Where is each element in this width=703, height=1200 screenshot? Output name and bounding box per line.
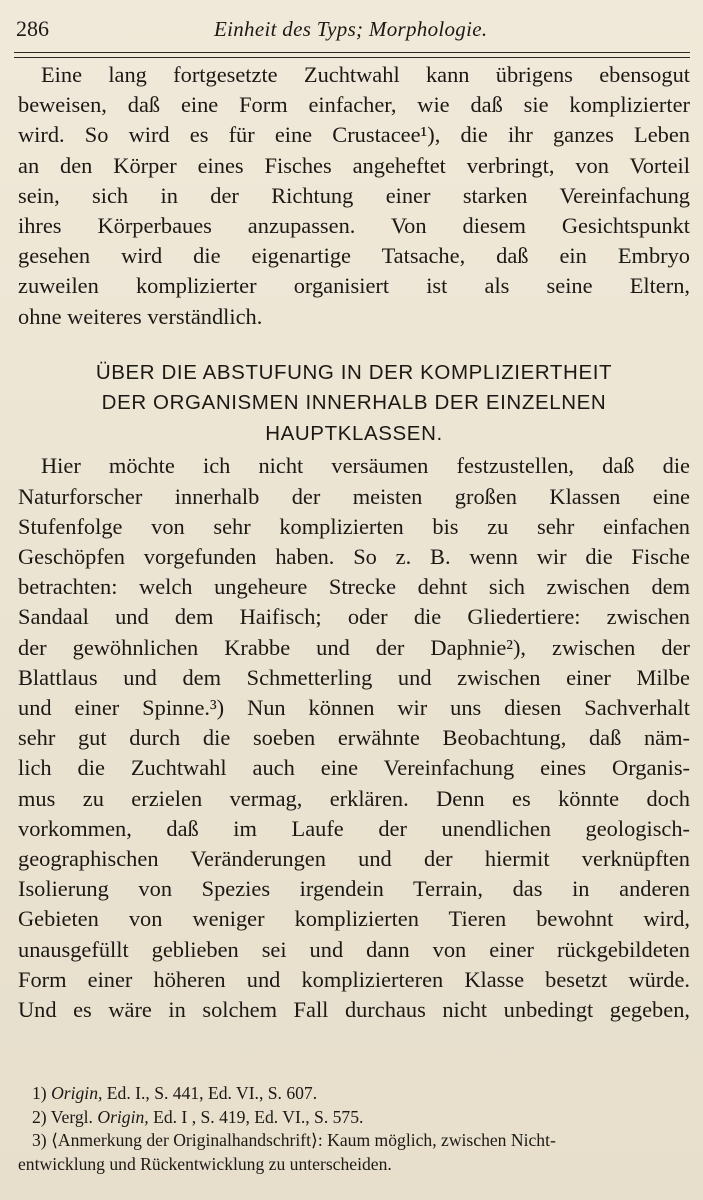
section-heading [18,358,690,450]
footnote-2 [18,1106,690,1130]
header-rule-bottom [14,57,690,58]
text-line: Geschöpfen vorgefunden haben. So z. B. wenn wir die Fische [18,543,690,569]
footnote-3 [18,1129,690,1153]
text-line: unausgefüllt geblieben sei und dann von einer rückgebildeten [18,936,690,962]
text-line: lich die Zuchtwahl auch eine Vereinfachung eines Organis- [18,755,690,781]
text-line: und einer Spinne.³) Nun können wir uns diesen Sachverhalt [18,694,690,720]
text-line: sein, sich in der Richtung einer starken Vereinfachung [18,182,690,208]
text-line: zuweilen komplizierter organisiert ist als seine Eltern, [18,273,690,299]
footnote-marker: 1) [32,1083,47,1103]
text-line: Gebieten von weniger komplizierten Tieren bewohnt wird, [18,906,690,932]
page-header [14,14,690,44]
footnote-text: ⟨Anmerkung der Originalhandschrift⟩: Kaum möglich, zwischen Nicht- [51,1130,556,1150]
heading-line: HAUPTKLASSEN. [265,421,443,445]
footnote-work-title: Origin, [51,1083,103,1103]
text-line: gesehen wird die eigenartige Tatsache, daß ein Embryo [18,243,690,269]
text-line: Hier möchte ich nicht versäumen festzustellen, daß die [41,453,690,479]
footnote-text: Ed. I., S. 441, Ed. VI., S. 607. [106,1083,318,1103]
text-line: Sandaal und dem Haifisch; oder die Gliedertiere: zwischen [18,604,690,630]
paragraph-2 [18,451,690,1025]
text-line: ihres Körperbaues anzupassen. Von diesem Gesichtspunkt [18,213,690,239]
footnotes [18,1082,690,1176]
text-line: sehr gut durch die soeben erwähnte Beobachtung, daß näm- [18,725,690,751]
heading-line: DER ORGANISMEN INNERHALB DER EINZELNEN [101,391,607,415]
text-line: Naturforscher innerhalb der meisten großen Klassen eine [18,483,690,509]
text-line: an den Körper eines Fisches angeheftet verbringt, von Vorteil [18,152,690,178]
text-line: vorkommen, daß im Laufe der unendlichen geologisch- [18,815,690,841]
text-line: Isolierung von Spezies irgendein Terrain, das in anderen [18,876,690,902]
text-line: ohne weiteres verständlich. [18,303,263,329]
text-line: betrachten: welch ungeheure Strecke dehnt sich zwischen dem [18,574,690,600]
footnote-1 [18,1082,690,1106]
text-line: Eine lang fortgesetzte Zuchtwahl kann übrigens ebensogut [41,62,690,87]
text-line: Blattlaus und dem Schmetterling und zwischen einer Milbe [18,664,690,690]
text-line: der gewöhnlichen Krabbe und der Daphnie²), zwischen der [18,634,690,660]
paragraph-1 [18,60,690,332]
text-line: mus zu erzielen vermag, erklären. Denn es könnte doch [18,785,690,811]
footnote-prefix: Vergl. [50,1106,93,1127]
text-line: Und es wäre in solchem Fall durchaus nicht unbedingt gegeben, [18,996,690,1022]
body-text [18,60,690,1025]
running-head: Einheit des Typs; Morphologie. [214,17,488,41]
text-line: beweisen, daß eine Form einfacher, wie daß sie komplizierter [18,92,690,118]
header-rule-top [14,52,690,53]
text-line: geographischen Veränderungen und der hiermit verknüpften [18,845,690,871]
text-line: wird. So wird es für eine Crustacee¹), die ihr ganzes Leben [18,122,690,148]
footnote-marker: 2) [32,1106,47,1127]
page-number: 286 [16,16,49,41]
footnote-marker: 3) [32,1130,47,1150]
footnote-work-title: Origin, [97,1106,149,1127]
footnote-text: Ed. I , S. 419, Ed. VI., S. 575. [153,1106,364,1127]
text-line: Stufenfolge von sehr komplizierten bis zu sehr einfachen [18,513,690,539]
footnote-3-continuation: entwicklung und Rückentwicklung zu unterscheiden. [18,1153,392,1174]
text-line: Form einer höheren und komplizierteren Klasse besetzt würde. [18,966,690,992]
heading-line: ÜBER DIE ABSTUFUNG IN DER KOMPLIZIERTHEIT [95,360,613,384]
